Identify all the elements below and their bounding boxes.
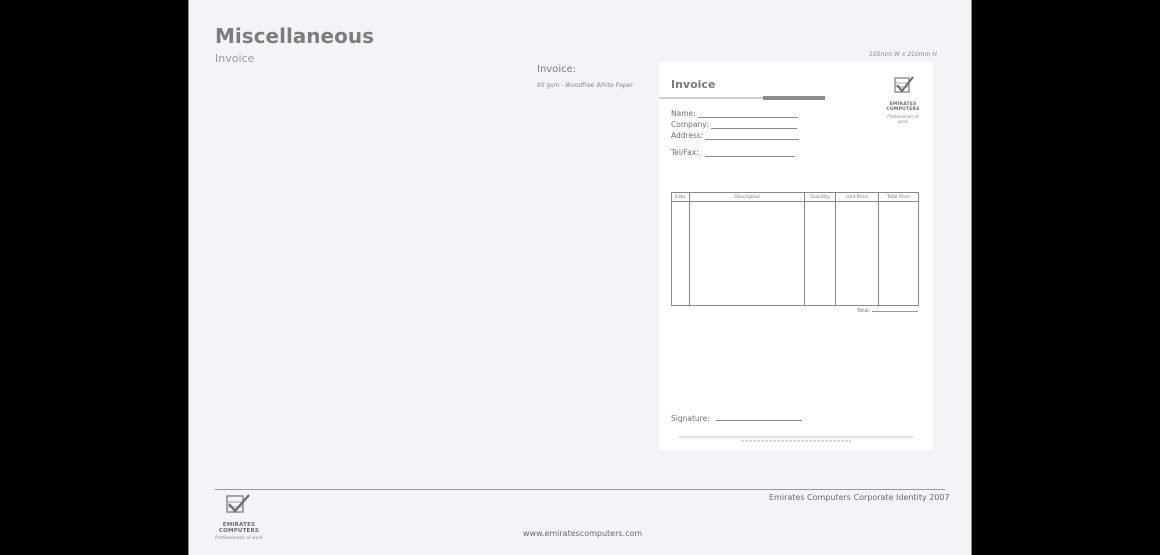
spec-paper: 85 gsm - Woodfree White Paper bbox=[537, 82, 633, 89]
dimensions-label: 105mm W x 210mm H bbox=[869, 51, 937, 58]
table-body-row bbox=[672, 202, 919, 306]
cell bbox=[672, 202, 690, 306]
spec-title: Invoice: bbox=[537, 64, 577, 75]
footer-logo bbox=[215, 494, 263, 540]
footer-divider bbox=[215, 489, 945, 490]
footer-logo-line-1: EMIRATES bbox=[222, 522, 256, 528]
checkmark-logo-icon bbox=[883, 76, 923, 98]
signature-label: Signature: bbox=[671, 414, 710, 423]
website-link[interactable]: www.emiratescomputers.com bbox=[523, 529, 643, 538]
footer-logo-tagline: Professionals at work bbox=[215, 536, 263, 541]
company-line bbox=[711, 127, 797, 129]
items-table bbox=[671, 192, 919, 306]
signature-field bbox=[671, 414, 802, 423]
cell bbox=[878, 202, 918, 306]
name-label: Name: bbox=[671, 109, 696, 118]
page-title: Miscellaneous bbox=[215, 24, 374, 48]
page bbox=[188, 0, 972, 555]
col-description: Description bbox=[690, 193, 804, 202]
page-subtitle: Invoice bbox=[215, 52, 255, 65]
signature-line bbox=[716, 420, 802, 421]
address-line bbox=[705, 138, 799, 140]
name-field bbox=[671, 109, 798, 118]
invoice-fine-print bbox=[671, 434, 921, 444]
col-unit-price: Unit Price bbox=[836, 193, 878, 202]
col-total-price: Total Price bbox=[878, 193, 918, 202]
total-line bbox=[872, 311, 918, 312]
telfax-line bbox=[705, 155, 795, 157]
total-label: Total: bbox=[857, 308, 871, 314]
corporate-identity-label: Emirates Computers Corporate Identity 2007 bbox=[769, 493, 950, 502]
footer-logo-line-2: COMPUTERS bbox=[218, 528, 260, 534]
invoice-mockup bbox=[659, 62, 933, 450]
logo-tagline: Professionals at work bbox=[887, 114, 919, 124]
table-header-row bbox=[672, 193, 919, 202]
col-sno: S.No. bbox=[672, 193, 690, 202]
invoice-title: Invoice bbox=[671, 78, 716, 91]
company-field bbox=[671, 120, 797, 129]
telfax-label: Tel/Fax: bbox=[671, 148, 699, 157]
cell bbox=[690, 202, 804, 306]
logo-line-2: COMPUTERS bbox=[886, 107, 920, 112]
name-line bbox=[698, 116, 798, 118]
checkmark-logo-icon bbox=[215, 494, 263, 518]
cell bbox=[804, 202, 836, 306]
col-quantity: Quantity bbox=[804, 193, 836, 202]
address-label: Address: bbox=[671, 131, 704, 140]
telfax-field bbox=[671, 148, 795, 157]
cell bbox=[836, 202, 878, 306]
total-field bbox=[857, 308, 918, 314]
logo-line-1: EMIRATES bbox=[889, 102, 917, 107]
address-field bbox=[671, 131, 799, 140]
company-label: Company: bbox=[671, 120, 709, 129]
invoice-logo bbox=[883, 76, 923, 124]
invoice-rule-light bbox=[659, 97, 767, 99]
invoice-rule-dark bbox=[763, 96, 825, 100]
